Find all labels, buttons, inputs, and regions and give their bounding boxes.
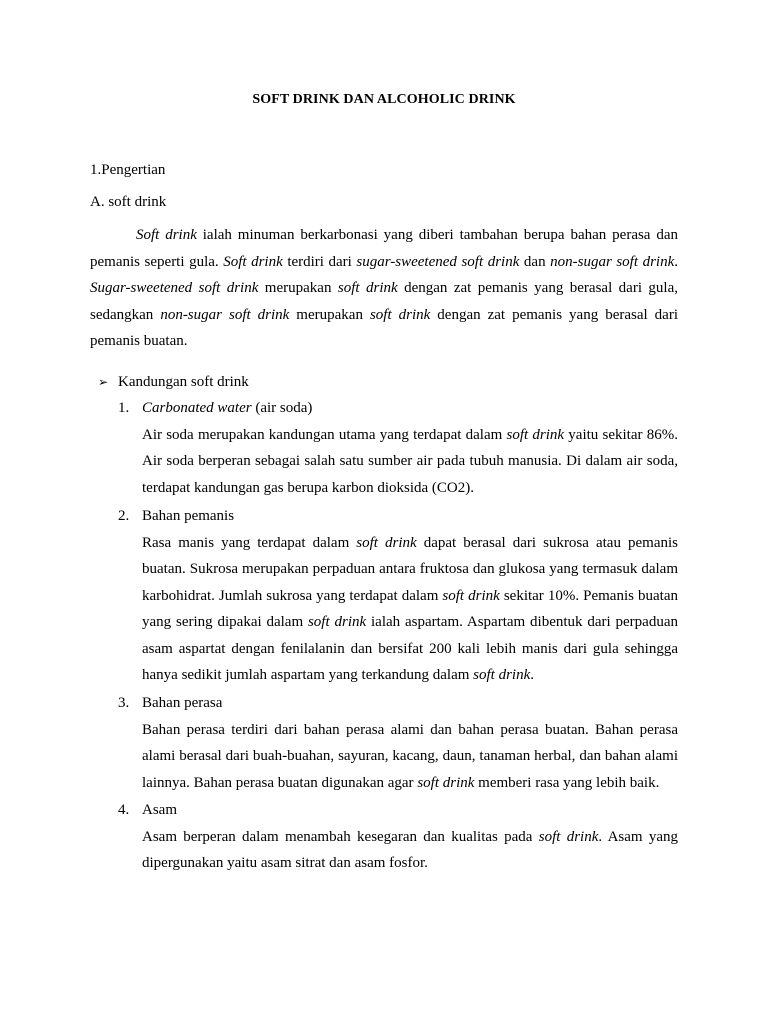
body-text: dapat berasal dari sukrosa atau pemanis buatan. Sukrosa merupakan perpaduan antara fruktosa dan glukosa yang termasuk dalam karbohidrat. Jumlah sukrosa yang terdapat dalam bbox=[142, 535, 678, 604]
list-item-body bbox=[142, 530, 678, 688]
intro-term: sugar-sweetened soft drink bbox=[356, 253, 520, 270]
body-text: Asam berperan dalam menambah kesegaran dan kualitas pada bbox=[142, 829, 539, 845]
list-item-title-text: Bahan perasa bbox=[142, 695, 223, 711]
section-heading: 1.Pengertian bbox=[90, 162, 166, 178]
intro-term: soft drink bbox=[369, 306, 431, 323]
intro-paragraph bbox=[90, 222, 678, 355]
body-text: Bahan perasa terdiri dari bahan perasa alami dan bahan perasa buatan. Bahan perasa alami berasal dari buah-buahan, sayuran, kacang, daun, tanaman herbal, dan bahan alami lainnya. Bahan perasa buatan digunakan agar bbox=[142, 722, 678, 791]
body-text: ialah aspartam. Aspartam dibentuk dari perpaduan asam aspartat dengan fenilalanin dan bersifat 200 kali lebih manis dari gula sehingga hanya sedikit jumlah aspartam yang terkandung dalam bbox=[142, 614, 678, 684]
list-item-term: Carbonated water bbox=[142, 400, 252, 416]
list-item-number: 2. bbox=[118, 508, 130, 524]
list-item-title-text: (air soda) bbox=[251, 400, 313, 416]
intro-text: dengan zat pemanis yang berasal dari pemanis buatan. bbox=[90, 306, 679, 349]
intro-term: soft drink bbox=[337, 280, 398, 296]
body-text: Rasa manis yang terdapat dalam bbox=[142, 535, 357, 551]
body-term: soft drink bbox=[442, 587, 500, 604]
list-item-title-text: Bahan pemanis bbox=[142, 508, 235, 524]
intro-text: ialah minuman berkarbonasi yang diberi tambahan berupa bahan perasa dan pemanis seperti gula. bbox=[90, 227, 679, 270]
list-item-title-text: Asam bbox=[142, 802, 177, 818]
list-item-body bbox=[142, 422, 678, 501]
list-item-title bbox=[118, 802, 177, 819]
body-text: . bbox=[530, 667, 534, 684]
intro-text: . bbox=[674, 253, 678, 270]
intro-term: non-sugar soft drink bbox=[550, 253, 675, 270]
body-term: soft drink bbox=[417, 774, 475, 791]
list-item-number: 3. bbox=[118, 695, 130, 711]
bullet-kandungan bbox=[98, 374, 249, 391]
body-term: soft drink bbox=[473, 667, 531, 684]
list-item-body bbox=[142, 824, 678, 877]
list-item-title bbox=[118, 695, 222, 712]
list-item-title bbox=[118, 400, 312, 417]
intro-text: merupakan bbox=[258, 280, 338, 296]
intro-text: merupakan bbox=[289, 306, 370, 323]
body-text: Air soda merupakan kandungan utama yang terdapat dalam bbox=[142, 427, 507, 443]
document-title: SOFT DRINK DAN ALCOHOLIC DRINK bbox=[252, 92, 516, 107]
list-item-number: 1. bbox=[118, 400, 130, 416]
body-text: . Asam yang dipergunakan yaitu asam sitrat dan asam fosfor. bbox=[142, 829, 679, 872]
intro-text: terdiri dari bbox=[282, 253, 357, 270]
intro-term: non-sugar soft drink bbox=[160, 306, 290, 323]
body-text: memberi rasa yang lebih baik. bbox=[474, 774, 660, 791]
list-item-body bbox=[142, 717, 678, 796]
body-term: soft drink bbox=[506, 427, 565, 443]
intro-text: dan bbox=[519, 253, 551, 270]
body-text: yaitu sekitar 86%. Air soda berperan sebagai salah satu sumber air pada tubuh manusia. Di dalam air soda, terdapat kandungan gas berupa karbon dioksida (CO2). bbox=[142, 427, 678, 496]
list-item-number: 4. bbox=[118, 802, 130, 818]
intro-term: Sugar-sweetened soft drink bbox=[90, 280, 259, 296]
body-term: soft drink bbox=[538, 829, 599, 845]
intro-term: Soft drink bbox=[223, 253, 283, 270]
list-item-title bbox=[118, 508, 234, 525]
body-text: sekitar 10%. Pemanis buatan yang sering dipakai dalam bbox=[142, 587, 678, 631]
intro-term: Soft drink bbox=[136, 227, 197, 243]
body-term: soft drink bbox=[356, 535, 417, 551]
bullet-label: Kandungan soft drink bbox=[118, 374, 249, 390]
subsection-heading: A. soft drink bbox=[90, 194, 167, 210]
body-term: soft drink bbox=[307, 614, 367, 631]
intro-text: dengan zat pemanis yang berasal dari gula, sedangkan bbox=[90, 280, 679, 323]
arrow-bullet-icon: ➢ bbox=[98, 375, 109, 389]
